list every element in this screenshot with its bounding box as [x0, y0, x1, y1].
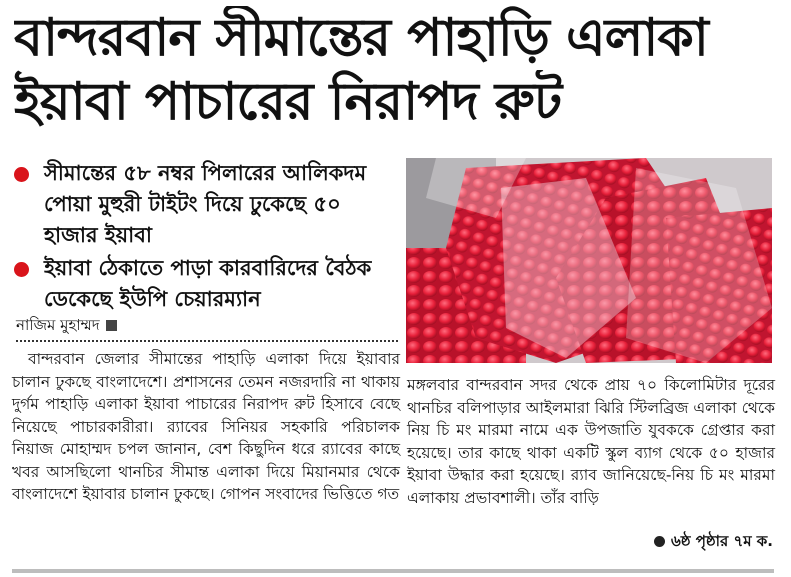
bullet-item-2 [8, 253, 400, 315]
dotted-divider [16, 340, 398, 342]
news-photo [406, 158, 772, 363]
bullet-text-1: সীমান্তের ৫৮ নম্বর পিলারের আলিকদম পোয়া মুহুরী টাইটং দিয়ে ঢুকেছে ৫০ হাজার ইয়াবা [44, 161, 367, 247]
body-column-left [12, 348, 400, 506]
bottom-divider [12, 569, 774, 573]
author-name: নাজিম মুহাম্মদ [16, 316, 100, 334]
bullet-list [8, 158, 400, 317]
body-paragraph-right: মঙ্গলবার বান্দরবান সদর থেকে প্রায় ৭০ কিলোমিটার দূরের থানচির বলিপাড়ার আইলমারা ঝিরি স্টিলব্রিজ এলাকা থেকে নিয় চি মং মারমা নামে এক উপজাতি যুবককে গ্রেপ্তার করা হয়েছে। তার কাছে থাকা একটি স্কুল ব্যাগ থেকে ৫০ হাজার ইয়াবা উদ্ধার করা হয়েছে। র‍্যাব জানিয়েছে-নিয় চি মং মারমা এলাকায় প্রভাবশালী। তাঁর বাড়ি [407, 376, 775, 507]
yaba-pills-photo [406, 158, 772, 363]
headline-line-2: ইয়াবা পাচারের নিরাপদ রুট [14, 72, 562, 132]
bullet-item-1 [8, 158, 400, 251]
continuation-note [654, 530, 773, 552]
headline [14, 6, 784, 134]
headline-line-1: বান্দরবান সীমান্তের পাহাড়ি এলাকা [14, 8, 708, 68]
body-column-right [407, 374, 775, 509]
red-bullet-icon [14, 262, 29, 277]
body-paragraph-left: বান্দরবান জেলার সীমান্তের পাহাড়ি এলাকা দিয়ে ইয়াবার চালান ঢুকছে বাংলাদেশে। প্রশাসনের তেমন নজরদারি না থাকায় দুর্গম পাহাড়ি এলাকা ইয়াবা পাচারের নিরাপদ রুট হিসাবে বেছে নিয়েছে পাচারকারীরা। র‍্যাবের সিনিয়র সহকারি পরিচালক নিয়াজ মোহাম্মদ চপল জানান, বেশ কিছুদিন ধরে র‍্যাবের কাছে খবর আসছিলো থানচির সীমান্ত এলাকা দিয়ে মিয়ানমার থেকে বাংলাদেশে ইয়াবার চালান ঢুকছে। গোপন সংবাদের ভিত্তিতে গত [12, 350, 400, 503]
square-icon [106, 320, 117, 331]
byline [16, 315, 117, 335]
bullet-dot-icon [654, 536, 665, 547]
continuation-text: ৬ষ্ঠ পৃষ্ঠার ৭ম ক. [670, 532, 773, 550]
red-bullet-icon [14, 167, 29, 182]
bullet-text-2: ইয়াবা ঠেকাতে পাড়া কারবারিদের বৈঠক ডেকেছে ইউপি চেয়ারম্যান [44, 256, 372, 311]
